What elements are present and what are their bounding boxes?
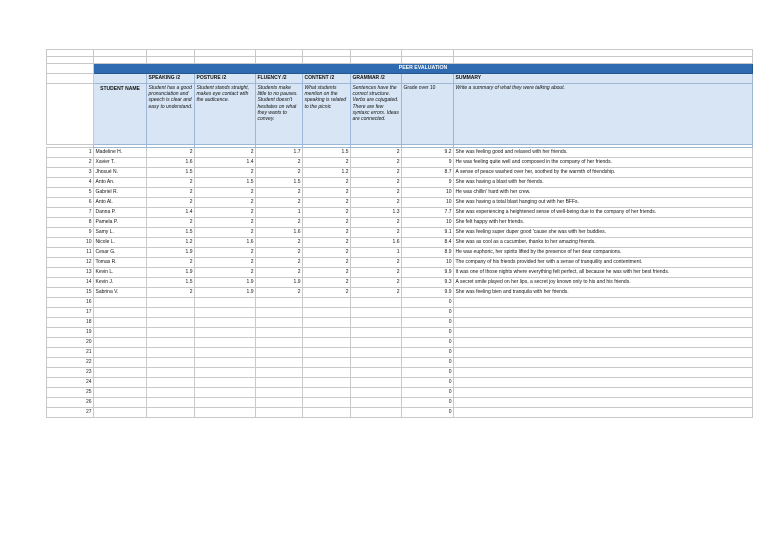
student-name-cell[interactable]: Madeline H.: [94, 148, 147, 158]
grammar-cell[interactable]: [351, 298, 402, 308]
grade-cell[interactable]: 0: [402, 318, 454, 328]
summary-cell[interactable]: [454, 368, 753, 378]
grammar-cell[interactable]: 2: [351, 158, 402, 168]
summary-cell[interactable]: It was one of those nights where everything felt perfect, all because he was with her best friends.: [454, 268, 753, 278]
student-name-cell[interactable]: Kevin J.: [94, 278, 147, 288]
summary-cell[interactable]: [454, 408, 753, 418]
summary-cell[interactable]: [454, 298, 753, 308]
student-name-header[interactable]: STUDENT NAME: [94, 84, 147, 145]
grammar-header[interactable]: GRAMMAR /2: [351, 74, 402, 84]
row-number[interactable]: 3: [47, 168, 94, 178]
table-row: [47, 178, 753, 188]
student-name-cell[interactable]: [94, 308, 147, 318]
posture-cell[interactable]: 2: [195, 228, 256, 238]
table-row: [47, 318, 753, 328]
student-name-cell[interactable]: [94, 298, 147, 308]
student-name-cell[interactable]: Cesar G.: [94, 248, 147, 258]
row-number[interactable]: 21: [47, 348, 94, 358]
fluency-header[interactable]: FLUENCY /2: [256, 74, 303, 84]
fluency-cell[interactable]: 2: [256, 158, 303, 168]
speaking-cell[interactable]: [147, 358, 195, 368]
table-row: [47, 208, 753, 218]
posture-cell[interactable]: 2: [195, 218, 256, 228]
fluency-cell[interactable]: 2: [256, 248, 303, 258]
grammar-cell[interactable]: 2: [351, 218, 402, 228]
speaking-cell[interactable]: [147, 368, 195, 378]
summary-description[interactable]: Write a summary of what they were talking about.: [454, 84, 753, 145]
content-cell[interactable]: 2: [303, 188, 351, 198]
student-name-cell[interactable]: Tomas R.: [94, 258, 147, 268]
posture-cell[interactable]: 2: [195, 198, 256, 208]
row-number[interactable]: 25: [47, 388, 94, 398]
student-name-cell[interactable]: [94, 398, 147, 408]
fluency-cell[interactable]: [256, 378, 303, 388]
speaking-cell[interactable]: 1.5: [147, 168, 195, 178]
student-name-cell[interactable]: [94, 368, 147, 378]
table-row: [47, 278, 753, 288]
student-name-cell[interactable]: [94, 378, 147, 388]
grammar-cell[interactable]: 2: [351, 148, 402, 158]
student-name-cell[interactable]: Sabrina V.: [94, 288, 147, 298]
summary-cell[interactable]: A sense of peace washed over her, soothed by the warmth of friendship.: [454, 168, 753, 178]
table-row: [47, 198, 753, 208]
student-name-cell[interactable]: [94, 358, 147, 368]
summary-cell[interactable]: He was feeling quite well and composed in the company of her friends.: [454, 158, 753, 168]
content-cell[interactable]: [303, 348, 351, 358]
speaking-cell[interactable]: 1.9: [147, 248, 195, 258]
fluency-cell[interactable]: 1.9: [256, 278, 303, 288]
grammar-cell[interactable]: [351, 398, 402, 408]
content-cell[interactable]: [303, 338, 351, 348]
student-name-cell[interactable]: Danna P.: [94, 208, 147, 218]
posture-cell[interactable]: [195, 338, 256, 348]
row-number[interactable]: 5: [47, 188, 94, 198]
grade-cell[interactable]: 0: [402, 348, 454, 358]
blank-row: [47, 50, 753, 57]
grade-cell[interactable]: 10: [402, 218, 454, 228]
posture-cell[interactable]: [195, 378, 256, 388]
summary-cell[interactable]: A secret smile played on her lips, a secret joy known only to his and his friends.: [454, 278, 753, 288]
fluency-cell[interactable]: [256, 398, 303, 408]
summary-cell[interactable]: [454, 318, 753, 328]
speaking-cell[interactable]: [147, 308, 195, 318]
sheet-title[interactable]: PEER EVALUATION: [94, 64, 753, 74]
speaking-cell[interactable]: 2: [147, 258, 195, 268]
table-row: [47, 298, 753, 308]
fluency-cell[interactable]: [256, 308, 303, 318]
row-number[interactable]: 8: [47, 218, 94, 228]
table-row: [47, 328, 753, 338]
grammar-cell[interactable]: 2: [351, 228, 402, 238]
grammar-cell[interactable]: 2: [351, 188, 402, 198]
posture-cell[interactable]: 2: [195, 188, 256, 198]
fluency-cell[interactable]: 2: [256, 188, 303, 198]
student-name-cell[interactable]: Nicole L.: [94, 238, 147, 248]
grade-cell[interactable]: 9: [402, 158, 454, 168]
grade-cell[interactable]: 9.2: [402, 148, 454, 158]
speaking-cell[interactable]: [147, 298, 195, 308]
posture-cell[interactable]: [195, 308, 256, 318]
grammar-cell[interactable]: [351, 308, 402, 318]
grade-header[interactable]: Grade over 10: [402, 84, 454, 145]
summary-cell[interactable]: She was feeling good and relaxed with her friends.: [454, 148, 753, 158]
student-name-cell[interactable]: Jhosué N.: [94, 168, 147, 178]
fluency-cell[interactable]: [256, 358, 303, 368]
content-cell[interactable]: 2: [303, 278, 351, 288]
row-number[interactable]: 20: [47, 338, 94, 348]
grade-cell[interactable]: 7.7: [402, 208, 454, 218]
summary-cell[interactable]: She was having a total blast hanging out with her BFFs.: [454, 198, 753, 208]
content-cell[interactable]: [303, 388, 351, 398]
grade-cell[interactable]: 0: [402, 308, 454, 318]
student-name-cell[interactable]: Gabriel R.: [94, 188, 147, 198]
fluency-cell[interactable]: 2: [256, 288, 303, 298]
summary-cell[interactable]: She was feeling super duper good 'cause she was with her buddies.: [454, 228, 753, 238]
fluency-cell[interactable]: [256, 368, 303, 378]
fluency-cell[interactable]: 2: [256, 238, 303, 248]
table-row: [47, 268, 753, 278]
table-row: [47, 358, 753, 368]
content-cell[interactable]: 2: [303, 158, 351, 168]
student-name-cell[interactable]: Anto Al.: [94, 198, 147, 208]
posture-cell[interactable]: 2: [195, 148, 256, 158]
fluency-cell[interactable]: [256, 298, 303, 308]
grammar-cell[interactable]: [351, 328, 402, 338]
grammar-cell[interactable]: [351, 348, 402, 358]
posture-cell[interactable]: [195, 408, 256, 418]
row-number[interactable]: 7: [47, 208, 94, 218]
row-number[interactable]: 4: [47, 178, 94, 188]
fluency-cell[interactable]: 1: [256, 208, 303, 218]
row-number[interactable]: 14: [47, 278, 94, 288]
speaking-cell[interactable]: [147, 328, 195, 338]
posture-description[interactable]: Student stands straight, makes eye contact with the audicence.: [195, 84, 256, 145]
speaking-cell[interactable]: 2: [147, 288, 195, 298]
grammar-cell[interactable]: [351, 368, 402, 378]
posture-cell[interactable]: 1.5: [195, 178, 256, 188]
content-cell[interactable]: [303, 308, 351, 318]
posture-cell[interactable]: 1.6: [195, 238, 256, 248]
grammar-cell[interactable]: 1.3: [351, 208, 402, 218]
content-cell[interactable]: 2: [303, 208, 351, 218]
content-cell[interactable]: [303, 358, 351, 368]
speaking-cell[interactable]: 1.5: [147, 228, 195, 238]
speaking-cell[interactable]: 2: [147, 178, 195, 188]
grade-cell[interactable]: 0: [402, 398, 454, 408]
posture-cell[interactable]: [195, 388, 256, 398]
grade-cell[interactable]: 0: [402, 388, 454, 398]
speaking-cell[interactable]: [147, 348, 195, 358]
speaking-cell[interactable]: 2: [147, 148, 195, 158]
student-name-cell[interactable]: [94, 348, 147, 358]
posture-cell[interactable]: [195, 358, 256, 368]
student-name-cell[interactable]: Anto An.: [94, 178, 147, 188]
table-row: [47, 228, 753, 238]
grade-cell[interactable]: 10: [402, 258, 454, 268]
description-row: [47, 84, 753, 145]
grammar-cell[interactable]: 2: [351, 268, 402, 278]
row-number[interactable]: 10: [47, 238, 94, 248]
row-number[interactable]: 19: [47, 328, 94, 338]
grade-cell[interactable]: 9.3: [402, 278, 454, 288]
summary-cell[interactable]: [454, 308, 753, 318]
table-row: [47, 158, 753, 168]
summary-cell[interactable]: He was euphoric, her spirits lifted by the presence of her dear companions.: [454, 248, 753, 258]
grade-cell[interactable]: 9.9: [402, 288, 454, 298]
table-row: [47, 148, 753, 158]
fluency-cell[interactable]: [256, 338, 303, 348]
content-cell[interactable]: 2: [303, 248, 351, 258]
posture-cell[interactable]: 2: [195, 248, 256, 258]
summary-cell[interactable]: [454, 338, 753, 348]
row-number[interactable]: 16: [47, 298, 94, 308]
row-number[interactable]: 22: [47, 358, 94, 368]
fluency-cell[interactable]: [256, 388, 303, 398]
row-number[interactable]: 15: [47, 288, 94, 298]
grade-cell[interactable]: 0: [402, 408, 454, 418]
grade-cell[interactable]: 8.9: [402, 248, 454, 258]
content-cell[interactable]: 2: [303, 218, 351, 228]
content-cell[interactable]: [303, 318, 351, 328]
posture-cell[interactable]: 2: [195, 268, 256, 278]
table-row: [47, 338, 753, 348]
table-row: [47, 408, 753, 418]
speaking-cell[interactable]: 2: [147, 198, 195, 208]
row-number[interactable]: 26: [47, 398, 94, 408]
content-cell[interactable]: 2: [303, 288, 351, 298]
row-number[interactable]: 6: [47, 198, 94, 208]
fluency-cell[interactable]: [256, 408, 303, 418]
posture-cell[interactable]: 1.9: [195, 288, 256, 298]
grammar-cell[interactable]: 2: [351, 198, 402, 208]
posture-cell[interactable]: 2: [195, 208, 256, 218]
summary-cell[interactable]: She was feeling bien and tranquila with her friends.: [454, 288, 753, 298]
fluency-cell[interactable]: [256, 318, 303, 328]
posture-cell[interactable]: [195, 348, 256, 358]
grade-cell[interactable]: 10: [402, 198, 454, 208]
table-row: [47, 258, 753, 268]
student-name-cell[interactable]: Kevin L.: [94, 268, 147, 278]
content-cell[interactable]: [303, 398, 351, 408]
blank-row: [47, 57, 753, 64]
content-cell[interactable]: [303, 328, 351, 338]
speaking-cell[interactable]: [147, 378, 195, 388]
posture-cell[interactable]: 2: [195, 168, 256, 178]
content-cell[interactable]: 2: [303, 258, 351, 268]
summary-cell[interactable]: [454, 378, 753, 388]
speaking-description[interactable]: Student has a good pronunciation and speech is clear and easy to understand.: [147, 84, 195, 145]
speaking-cell[interactable]: 1.9: [147, 268, 195, 278]
speaking-cell[interactable]: [147, 338, 195, 348]
table-row: [47, 188, 753, 198]
table-row: [47, 248, 753, 258]
summary-cell[interactable]: [454, 398, 753, 408]
fluency-cell[interactable]: 2: [256, 218, 303, 228]
content-cell[interactable]: 2: [303, 238, 351, 248]
summary-cell[interactable]: The company of his friends provided her with a sense of tranquility and contentment.: [454, 258, 753, 268]
content-cell[interactable]: 1.2: [303, 168, 351, 178]
row-number[interactable]: 17: [47, 308, 94, 318]
content-cell[interactable]: 2: [303, 228, 351, 238]
table-row: [47, 388, 753, 398]
posture-header[interactable]: POSTURE /2: [195, 74, 256, 84]
title-row: [47, 64, 753, 74]
row-number[interactable]: 13: [47, 268, 94, 278]
summary-cell[interactable]: [454, 328, 753, 338]
grade-cell[interactable]: 0: [402, 328, 454, 338]
speaking-header[interactable]: SPEAKING /2: [147, 74, 195, 84]
grade-cell[interactable]: 0: [402, 298, 454, 308]
peer-evaluation-sheet: [46, 49, 753, 418]
speaking-cell[interactable]: 1.2: [147, 238, 195, 248]
content-cell[interactable]: [303, 298, 351, 308]
grammar-cell[interactable]: [351, 358, 402, 368]
row-number[interactable]: 11: [47, 248, 94, 258]
row-number[interactable]: 2: [47, 158, 94, 168]
posture-cell[interactable]: [195, 368, 256, 378]
table-row: [47, 218, 753, 228]
speaking-cell[interactable]: 2: [147, 188, 195, 198]
summary-cell[interactable]: She was experiencing a heightened sense of well-being due to the company of her friends.: [454, 208, 753, 218]
grammar-cell[interactable]: 1: [351, 248, 402, 258]
grade-cell[interactable]: 9.1: [402, 228, 454, 238]
row-number[interactable]: 27: [47, 408, 94, 418]
content-cell[interactable]: [303, 378, 351, 388]
summary-cell[interactable]: He was chillin' hard with her crew.: [454, 188, 753, 198]
grade-cell[interactable]: 0: [402, 368, 454, 378]
speaking-cell[interactable]: 1.5: [147, 278, 195, 288]
fluency-cell[interactable]: [256, 328, 303, 338]
grade-cell[interactable]: 9: [402, 178, 454, 188]
student-name-cell[interactable]: [94, 388, 147, 398]
grade-cell[interactable]: 0: [402, 338, 454, 348]
table-row: [47, 348, 753, 358]
speaking-cell[interactable]: [147, 318, 195, 328]
content-cell[interactable]: 1.5: [303, 148, 351, 158]
posture-cell[interactable]: 2: [195, 258, 256, 268]
posture-cell[interactable]: [195, 298, 256, 308]
grammar-cell[interactable]: [351, 378, 402, 388]
grammar-cell[interactable]: 2: [351, 258, 402, 268]
table-row: [47, 288, 753, 298]
speaking-cell[interactable]: 2: [147, 218, 195, 228]
summary-cell[interactable]: [454, 348, 753, 358]
speaking-cell[interactable]: 1.6: [147, 158, 195, 168]
grade-cell[interactable]: 8.4: [402, 238, 454, 248]
row-number[interactable]: 18: [47, 318, 94, 328]
grammar-cell[interactable]: [351, 338, 402, 348]
student-name-cell[interactable]: Xavier T.: [94, 158, 147, 168]
student-name-cell[interactable]: Samy L.: [94, 228, 147, 238]
student-name-cell[interactable]: [94, 318, 147, 328]
row-number[interactable]: 12: [47, 258, 94, 268]
grade-cell[interactable]: 9.9: [402, 268, 454, 278]
posture-cell[interactable]: [195, 318, 256, 328]
row-number[interactable]: 24: [47, 378, 94, 388]
summary-cell[interactable]: She felt happy with her friends.: [454, 218, 753, 228]
speaking-cell[interactable]: [147, 398, 195, 408]
grammar-cell[interactable]: 1.6: [351, 238, 402, 248]
speaking-cell[interactable]: [147, 408, 195, 418]
grade-cell[interactable]: 0: [402, 378, 454, 388]
table-row: [47, 368, 753, 378]
grammar-cell[interactable]: [351, 388, 402, 398]
grammar-cell[interactable]: [351, 318, 402, 328]
table-row: [47, 168, 753, 178]
fluency-cell[interactable]: 2: [256, 268, 303, 278]
row-number[interactable]: 1: [47, 148, 94, 158]
content-description[interactable]: What students mention on the speaking is related to the picnic: [303, 84, 351, 145]
fluency-cell[interactable]: 2: [256, 168, 303, 178]
posture-cell[interactable]: 1.9: [195, 278, 256, 288]
grammar-cell[interactable]: 2: [351, 288, 402, 298]
content-cell[interactable]: 2: [303, 268, 351, 278]
posture-cell[interactable]: [195, 328, 256, 338]
table-row: [47, 378, 753, 388]
grammar-cell[interactable]: 2: [351, 168, 402, 178]
content-cell[interactable]: 2: [303, 198, 351, 208]
row-number[interactable]: 23: [47, 368, 94, 378]
content-cell[interactable]: [303, 368, 351, 378]
speaking-cell[interactable]: [147, 388, 195, 398]
speaking-cell[interactable]: 1.4: [147, 208, 195, 218]
grammar-cell[interactable]: 2: [351, 178, 402, 188]
summary-cell[interactable]: She was having a blast with her friends.: [454, 178, 753, 188]
content-header[interactable]: CONTENT /2: [303, 74, 351, 84]
table-row: [47, 398, 753, 408]
posture-cell[interactable]: [195, 398, 256, 408]
fluency-cell[interactable]: 1.7: [256, 148, 303, 158]
content-cell[interactable]: [303, 408, 351, 418]
grammar-cell[interactable]: 2: [351, 278, 402, 288]
row-number[interactable]: 9: [47, 228, 94, 238]
header-row: [47, 74, 753, 84]
summary-header[interactable]: SUMMARY: [454, 74, 753, 84]
fluency-cell[interactable]: [256, 348, 303, 358]
student-name-cell[interactable]: [94, 338, 147, 348]
grammar-description[interactable]: Sentences have the correct structure. Verbs are cojugated. There are few syntaxc errors. Ideas are connected.: [351, 84, 402, 145]
content-cell[interactable]: 2: [303, 178, 351, 188]
fluency-description[interactable]: Students make little to no pauses. Student doesn't hesitates on what they wants to convey.: [256, 84, 303, 145]
posture-cell[interactable]: 1.4: [195, 158, 256, 168]
grade-cell[interactable]: 10: [402, 188, 454, 198]
table-row: [47, 238, 753, 248]
summary-cell[interactable]: She was as cool as a cucumber, thanks to her amazing friends.: [454, 238, 753, 248]
fluency-cell[interactable]: 1.5: [256, 178, 303, 188]
grade-cell[interactable]: 0: [402, 358, 454, 368]
fluency-cell[interactable]: 1.6: [256, 228, 303, 238]
fluency-cell[interactable]: 2: [256, 198, 303, 208]
table-row: [47, 308, 753, 318]
fluency-cell[interactable]: 2: [256, 258, 303, 268]
student-name-cell[interactable]: Pamela P.: [94, 218, 147, 228]
summary-cell[interactable]: [454, 358, 753, 368]
student-name-cell[interactable]: [94, 328, 147, 338]
grammar-cell[interactable]: [351, 408, 402, 418]
summary-cell[interactable]: [454, 388, 753, 398]
grade-cell[interactable]: 8.7: [402, 168, 454, 178]
student-name-cell[interactable]: [94, 408, 147, 418]
